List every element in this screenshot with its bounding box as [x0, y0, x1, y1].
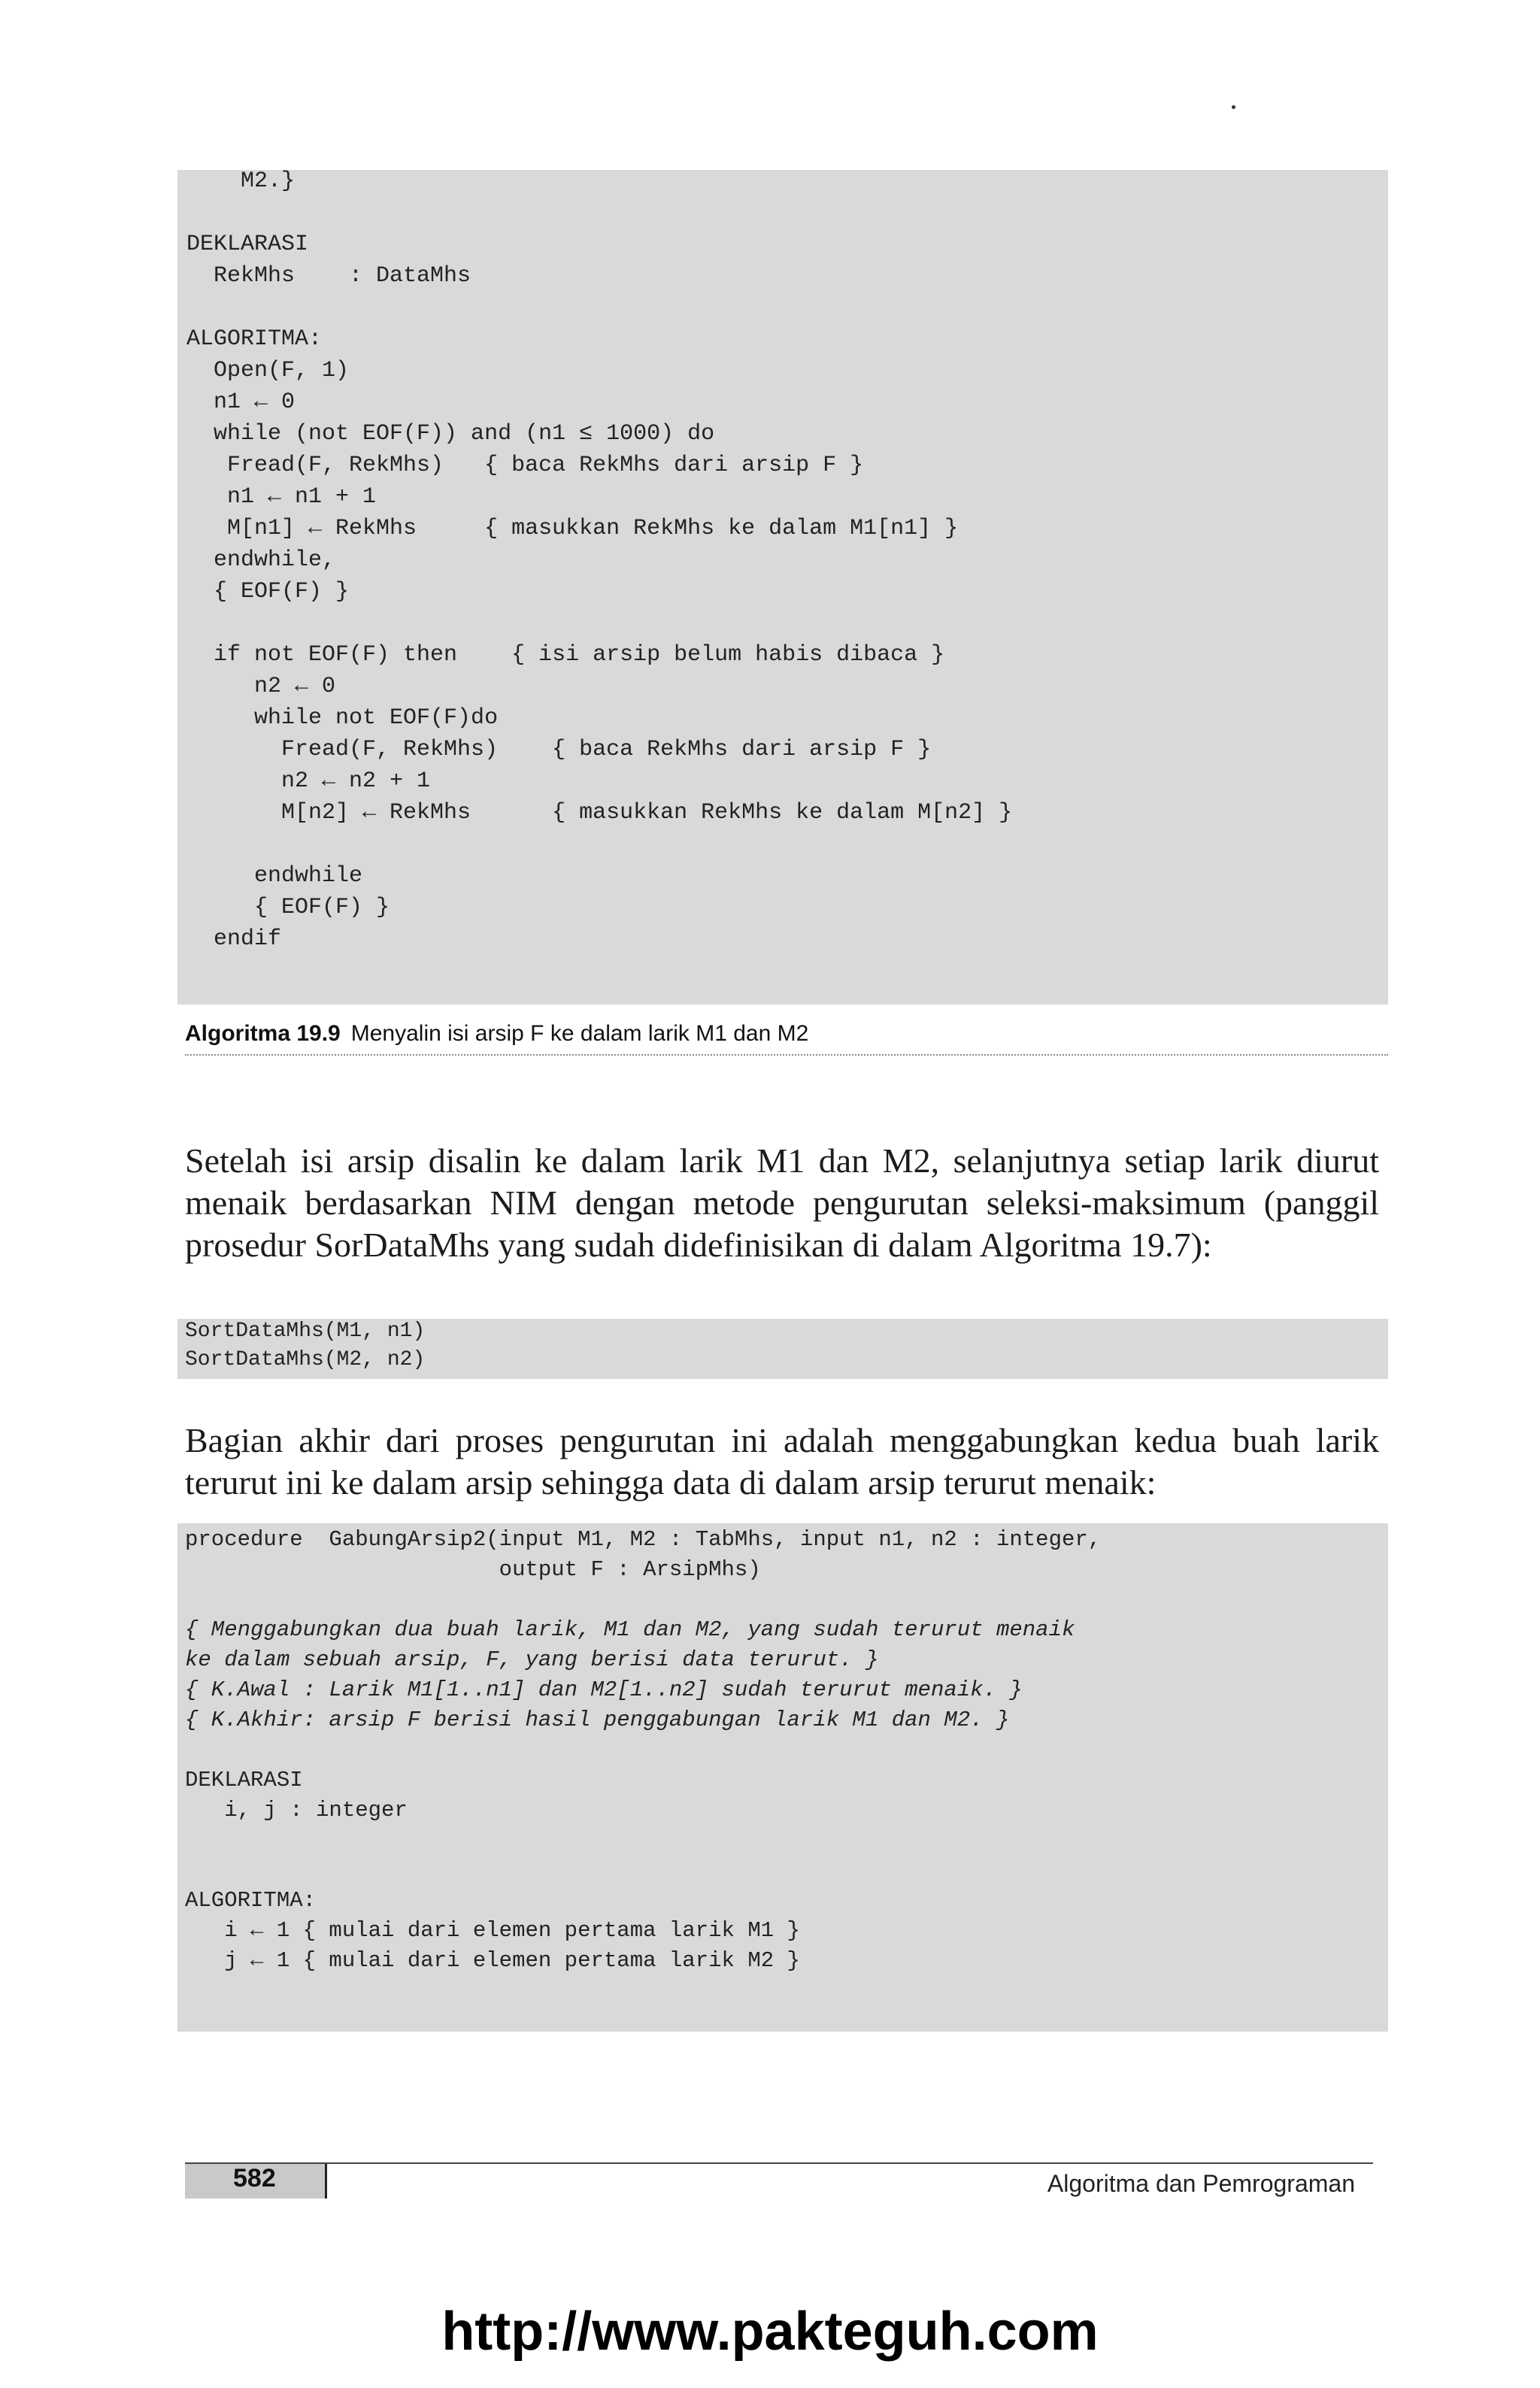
code-line: n2 ← 0	[186, 674, 336, 699]
code-line: ke dalam sebuah arsip, F, yang berisi data terurut. }	[185, 1647, 879, 1672]
caption-label: Algoritma 19.9	[185, 1021, 341, 1046]
running-footer-title: Algoritma dan Pemrograman	[1047, 2170, 1355, 2197]
code-line: output F : ArsipMhs)	[185, 1557, 761, 1582]
body-paragraph: Setelah isi arsip disalin ke dalam larik M1 dan M2, selanjutnya setiap larik diurut menaik berdasarkan NIM dengan metode pengurutan seleksi-maksimum (panggil prosedur SorDataMhs yang sudah didefinisikan di dalam Algoritma 19.7):	[185, 1141, 1379, 1264]
procedure-code-block	[185, 1525, 1101, 1976]
code-line: { K.Awal : Larik M1[1..n1] dan M2[1..n2] sudah terurut menaik. }	[185, 1677, 1023, 1702]
code-line: Open(F, 1)	[186, 358, 350, 383]
code-line: DEKLARASI	[185, 1768, 303, 1793]
caption-divider	[185, 1054, 1388, 1056]
code-line: SortDataMhs(M2, n2)	[185, 1348, 426, 1371]
code-line: M[n1] ← RekMhs { masukkan RekMhs ke dalam M1[n1] }	[186, 516, 959, 541]
code-line: n1 ← 0	[186, 389, 296, 415]
sort-call-code	[185, 1317, 425, 1374]
code-line: n1 ← n1 + 1	[186, 484, 377, 510]
footer-rule	[185, 2162, 1373, 2164]
body-paragraph: Bagian akhir dari proses pengurutan ini adalah menggabungkan kedua buah larik terurut ini ke dalam arsip sehingga data di dalam arsip terurut menaik:	[185, 1421, 1379, 1502]
code-line: i ← 1 { mulai dari elemen pertama larik M1 }	[185, 1918, 800, 1943]
algorithm-caption	[185, 1021, 808, 1047]
website-watermark: http://www.pakteguh.com	[441, 2302, 1099, 2362]
code-line: ALGORITMA:	[185, 1888, 317, 1913]
page-number: 582	[233, 2164, 276, 2193]
code-line: { EOF(F) }	[186, 579, 350, 605]
code-line: endwhile	[186, 863, 363, 889]
code-line: Fread(F, RekMhs) { baca RekMhs dari arsip F }	[186, 453, 864, 478]
code-line: procedure GabungArsip2(input M1, M2 : TabMhs, input n1, n2 : integer,	[185, 1527, 1102, 1552]
code-line: Fread(F, RekMhs) { baca RekMhs dari arsip F }	[186, 737, 932, 762]
code-line: i, j : integer	[185, 1798, 408, 1823]
algorithm-code-block	[186, 165, 1012, 955]
code-line: DEKLARASI	[186, 232, 309, 257]
code-line: endif	[186, 926, 282, 952]
code-line: endwhile,	[186, 547, 336, 573]
code-line: while (not EOF(F)) and (n1 ≤ 1000) do	[186, 421, 715, 447]
scan-speck	[1232, 105, 1235, 109]
code-line: { Menggabungkan dua buah larik, M1 dan M2, yang sudah terurut menaik	[185, 1617, 1075, 1642]
code-line: SortDataMhs(M1, n1)	[185, 1320, 426, 1343]
code-line: if not EOF(F) then { isi arsip belum habis dibaca }	[186, 642, 945, 668]
code-line: M[n2] ← RekMhs { masukkan RekMhs ke dalam M[n2] }	[186, 800, 1013, 826]
code-line: M2.}	[186, 168, 296, 194]
code-line: j ← 1 { mulai dari elemen pertama larik M2 }	[185, 1948, 800, 1973]
code-line: RekMhs : DataMhs	[186, 263, 471, 289]
caption-text: Menyalin isi arsip F ke dalam larik M1 dan M2	[350, 1021, 809, 1046]
code-line: { EOF(F) }	[186, 895, 390, 920]
code-line: while not EOF(F)do	[186, 705, 499, 731]
code-line: ALGORITMA:	[186, 326, 323, 352]
code-line: { K.Akhir: arsip F berisi hasil penggabungan larik M1 dan M2. }	[185, 1708, 1010, 1732]
code-line: n2 ← n2 + 1	[186, 768, 431, 794]
